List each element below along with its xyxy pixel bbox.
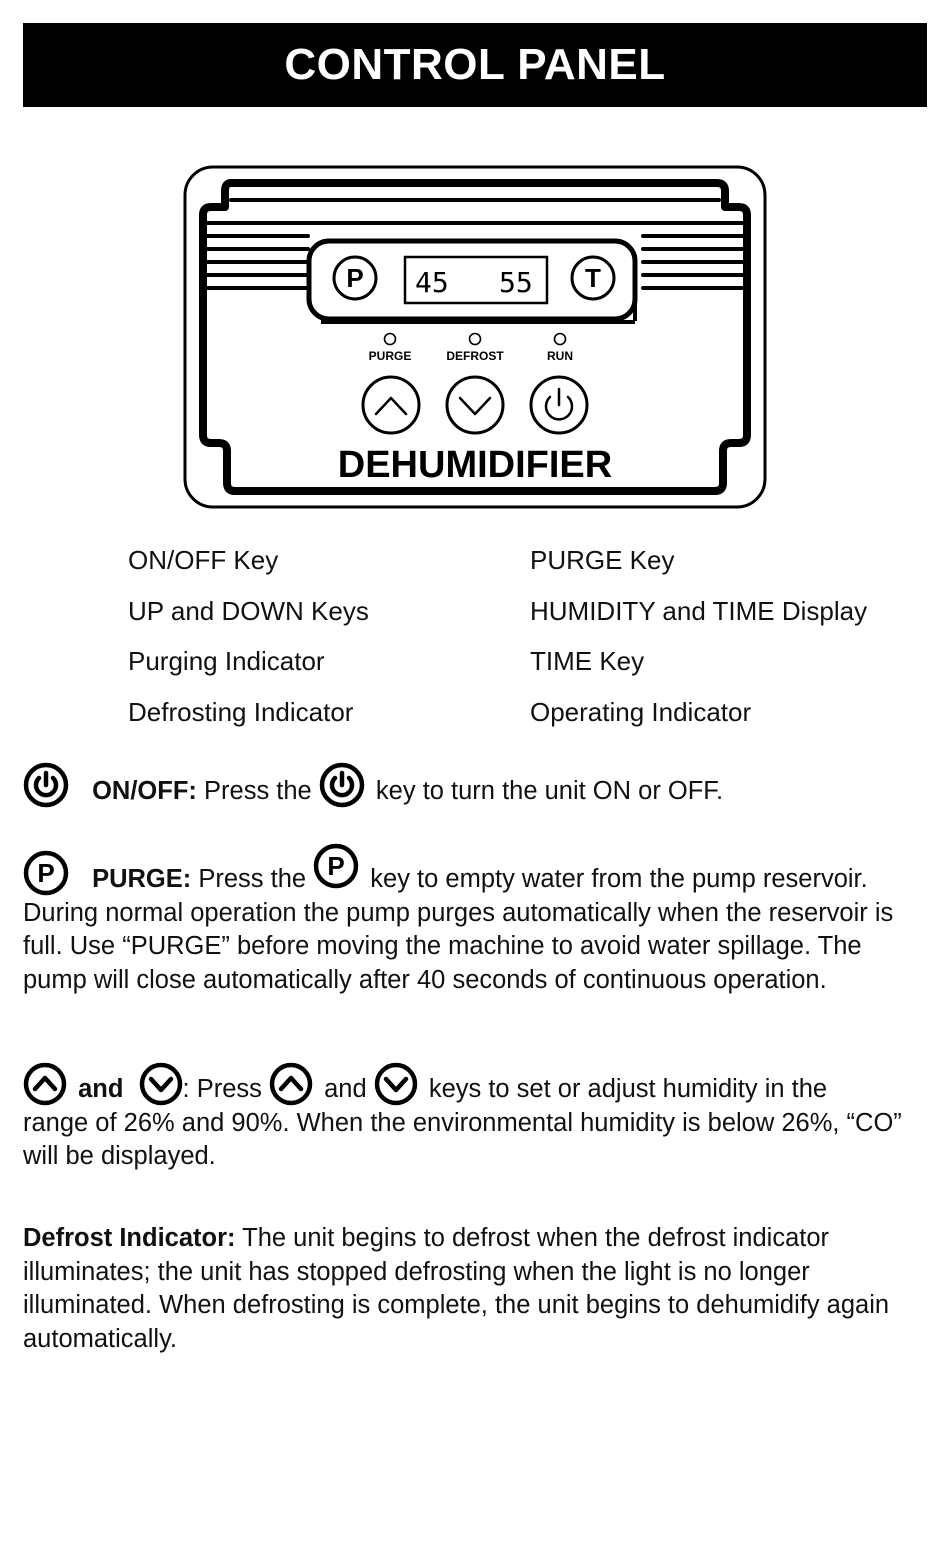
power-icon xyxy=(319,762,365,808)
power-icon xyxy=(23,762,69,808)
legend-item: Purging Indicator xyxy=(128,646,325,676)
legend-item: ON/OFF Key xyxy=(128,545,279,575)
control-panel-diagram xyxy=(183,165,767,511)
legend-item: PURGE Key xyxy=(530,545,675,575)
legend-item: UP and DOWN Keys xyxy=(128,595,369,626)
run-indicator-label: RUN xyxy=(547,349,573,363)
updown-body: range of 26% and 90%. When the environmental humidity is below 26%, “CO” will be displayed. xyxy=(23,1108,902,1170)
purge-text-before: Press the xyxy=(198,865,307,893)
chevron-up-icon xyxy=(269,1062,313,1106)
chevron-down-icon xyxy=(374,1062,418,1106)
purge-key[interactable] xyxy=(334,257,376,299)
time-key-letter: T xyxy=(585,263,601,293)
updown-text-after: keys to set or adjust humidity in the xyxy=(428,1075,828,1103)
updown-and-label: and xyxy=(78,1075,124,1103)
purge-text-after: key to empty water from the pump reservoir. xyxy=(370,865,868,893)
on-off-key[interactable] xyxy=(531,377,587,433)
purge-body: During normal operation the pump purges automatically when the reservoir is full. Use “PURGE” before moving the machine to avoid water spillage. The pump will close automatically after 40 seconds of continuous operation. xyxy=(23,898,894,994)
svg-text:P: P xyxy=(37,858,55,888)
chevron-up-icon xyxy=(23,1062,67,1106)
purge-key-letter: P xyxy=(346,263,364,293)
purge-p-icon xyxy=(23,850,69,896)
up-key[interactable] xyxy=(363,377,419,433)
onoff-text-after: key to turn the unit ON or OFF. xyxy=(375,777,724,805)
updown-text-and: and xyxy=(324,1075,367,1103)
onoff-section xyxy=(23,762,928,809)
purge-label: PURGE: xyxy=(92,865,192,893)
down-key[interactable] xyxy=(447,377,503,433)
purge-section xyxy=(23,843,928,997)
time-key[interactable] xyxy=(572,257,614,299)
chevron-down-icon xyxy=(139,1062,183,1106)
onoff-text-before: Press the xyxy=(204,777,312,805)
page-title-text: CONTROL PANEL xyxy=(284,40,666,89)
defrost-label: Defrost Indicator: xyxy=(23,1224,236,1252)
display-time-value: 55 xyxy=(499,266,533,299)
legend-left-column xyxy=(128,540,369,742)
legend-item: HUMIDITY and TIME Display xyxy=(530,595,868,626)
display-humidity-value: 45 xyxy=(415,266,449,299)
purge-indicator-label: PURGE xyxy=(368,349,412,363)
onoff-label: ON/OFF: xyxy=(92,777,197,805)
svg-text:P: P xyxy=(327,851,345,881)
legend-item: Operating Indicator xyxy=(530,696,752,727)
brand-label: DEHUMIDIFIER xyxy=(337,444,613,486)
updown-section xyxy=(23,1062,928,1174)
legend-item: TIME Key xyxy=(530,646,645,676)
updown-text-press: : Press xyxy=(182,1075,262,1103)
defrost-section xyxy=(23,1222,928,1356)
purge-p-icon xyxy=(313,843,359,889)
defrost-body: The unit begins to defrost when the defrost indicator illuminates; the unit has stopped defrosting when the light is no longer illuminated. When defrosting is complete, the unit begins to dehumidify again automatically. xyxy=(23,1224,890,1353)
legend-item: Defrosting Indicator xyxy=(128,696,354,727)
defrost-indicator-label: DEFROST xyxy=(446,349,504,363)
page-title xyxy=(23,23,927,107)
legend-right-column xyxy=(530,540,867,742)
